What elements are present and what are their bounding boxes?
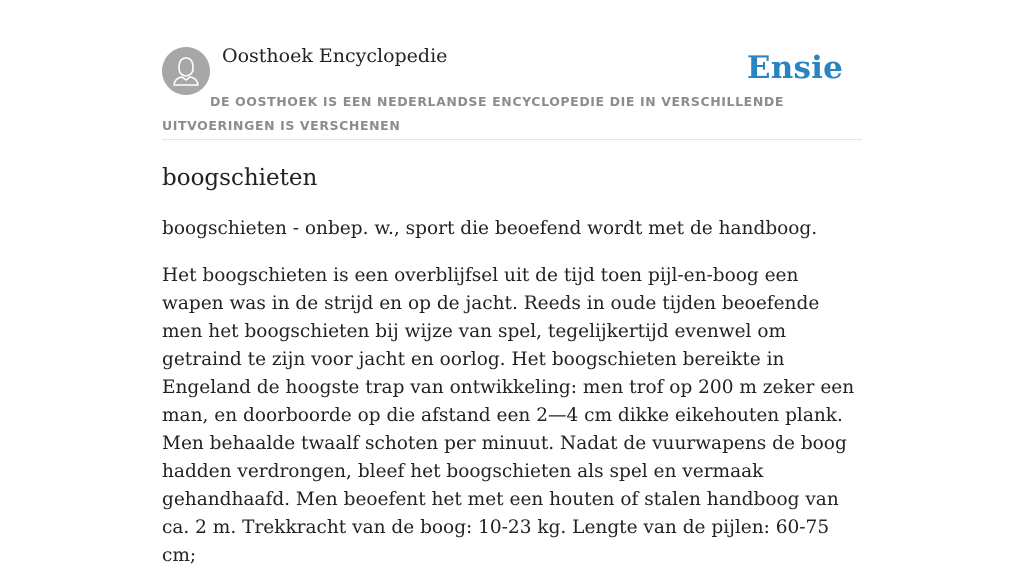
article xyxy=(162,160,862,570)
avatar[interactable] xyxy=(162,47,210,95)
site-header xyxy=(162,0,862,140)
user-silhouette-icon xyxy=(162,47,210,95)
site-name[interactable]: Oosthoek Encyclopedie xyxy=(222,45,448,67)
article-body: Het boogschieten is een overblijfsel uit de tijd toen pijl-en-boog een wapen was in de strijd en op de jacht. Reeds in oude tijden beoefende men het boogschieten bij wijze van spel, tegelijkertijd evenwel om getraind te zijn voor jacht en oorlog. Het boogschieten bereikte in Engeland de hoogste trap van ontwikkeling: men trof op 200 m zeker een man, en doorboorde op die afstand een 2—4 cm dikke eikehouten plank. Men behaalde twaalf schoten per minuut. Nadat de vuurwapens de boog hadden verdrongen, bleef het boogschieten als spel en vermaak gehandhaafd. Men beoefent het met een houten of stalen handboog van ca. 2 m. Trekkracht van de boog: 10-23 kg. Lengte van de pijlen: 60-75 cm; xyxy=(162,265,855,566)
article-title: boogschieten xyxy=(162,165,318,191)
ensie-logo[interactable]: Ensie xyxy=(746,50,843,86)
article-definition: boogschieten - onbep. w., sport die beoefend wordt met de handboog. xyxy=(162,218,818,239)
site-tagline: DE OOSTHOEK IS EEN NEDERLANDSE ENCYCLOPEDIE DIE IN VERSCHILLENDE UITVOERINGEN IS VERSCHENEN xyxy=(162,94,784,133)
